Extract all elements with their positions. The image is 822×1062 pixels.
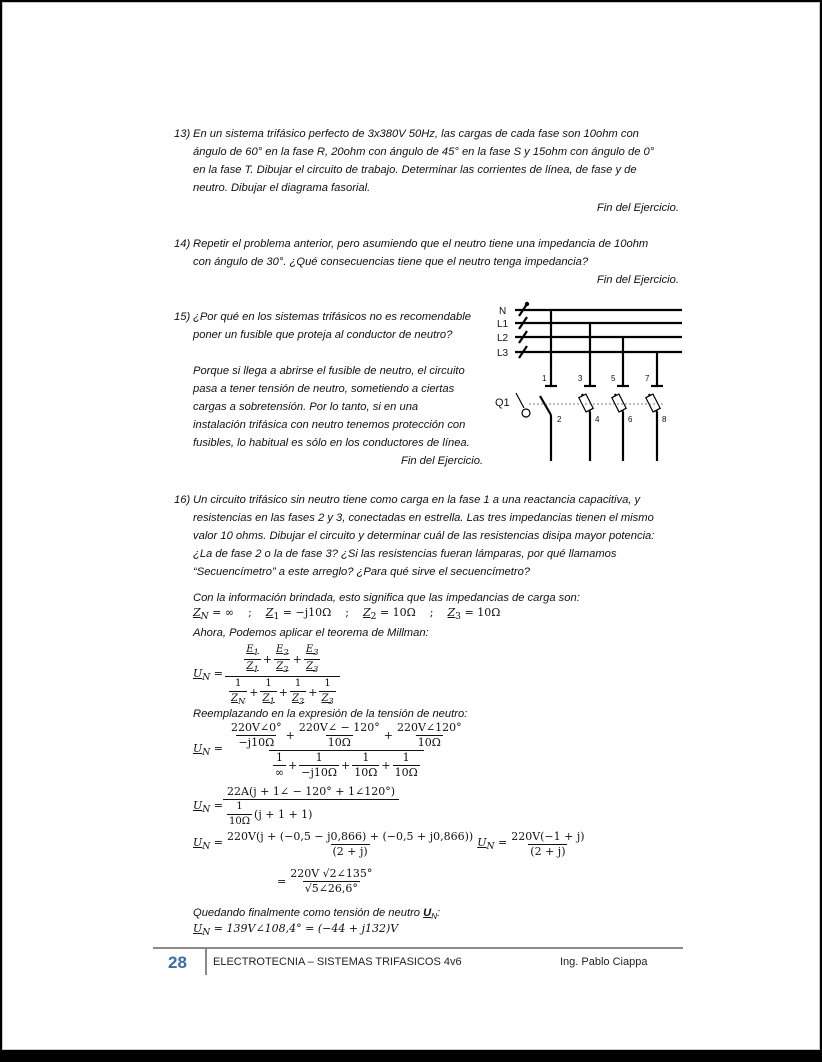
separator: ; [248,606,252,619]
exercise-text-line: neutro. Dibujar el diagrama fasorial. [193,182,371,194]
term-denominator: −j10Ω [238,736,275,749]
millman-intro: Ahora, Podemos aplicar el teorema de Millman: [193,627,429,639]
numerator: 1 [236,801,243,812]
denominator: √5∠26,6° [304,882,358,895]
terminal-label: 5 [611,374,616,383]
exercise-text-line: ángulo de 60° en la fase R, 20ohm con ángulo de 45° en la fase S y 15ohm con ángulo de 0° [193,146,655,158]
page-number: 28 [168,953,187,972]
footer-title: ELECTROTECNIA – SISTEMAS TRIFASICOS 4v6 [213,956,462,968]
footer-divider [153,947,683,949]
exercise-text-line: con ángulo de 30°. ¿Qué consecuencias tiene que el neutro tenga impedancia? [193,256,589,268]
line-label-n: N [499,306,507,317]
exercise-number: 16) [174,494,191,506]
question-line: poner un fusible que proteja al conductor de neutro? [193,329,453,341]
terminal-label: 7 [645,374,650,383]
denominator: 10Ω [229,816,251,827]
terminal-label: 8 [662,415,667,424]
term-denominator: 10Ω [327,736,351,749]
final-intro-text: Quedando finalmente como tensión de neutro [193,907,424,919]
denominator: (2 + j) [530,845,566,858]
denominator-rest: (j + 1 + 1) [254,807,313,821]
fuse-switch-circuit-diagram [489,298,689,468]
exercise-text-line: ¿La de fase 2 o la de fase 3? ¿Si las resistencias fueran lámparas, por qué llamamos [193,548,617,560]
term-denominator: 10Ω [394,766,418,779]
solution-intro: Con la información brindada, esto significa que las impedancias de carga son: [193,592,580,604]
terminal-label: 4 [595,415,600,424]
term-denominator: −j10Ω [301,766,338,779]
separator: ; [345,606,349,619]
exercise-number: 14) [174,238,191,250]
exercise-text-line: “Secuencímetro” a este arreglo? ¿Para qué sirve el secuencímetro? [193,566,531,578]
terminal-label: 3 [578,374,583,383]
simplified-formula: $U_N$ = 22A(j + 1∠ − 120° + 1∠120°) $\frac{1}{10\Omega}$ (j + 1 + 1) [193,785,399,829]
numerator: 220V(j + (−0,5 − j0,866) + (−0,5 + j0,866)) [227,830,474,843]
replace-intro: Reemplazando en la expresión de la tensión de neutro: [193,708,468,720]
numerator: 220V(−1 + j) [511,830,585,843]
denominator: (2 + j) [332,845,368,858]
final-result: $U_N$ = 139V∠108,4° = (−44 + j132)V [193,922,399,939]
line-label-l1: L1 [497,319,509,330]
neutral-voltage-subscript: N [431,912,437,922]
zn-value: = ∞ [212,606,235,619]
neutral-voltage-symbol: U [423,907,432,919]
end-of-exercise: Fin del Ejercicio. [401,455,484,467]
terminal-label: 1 [542,374,547,383]
substituted-formula: $U_N$ = $\frac{220V\angle 0^\circ}{-j10\Omega}$ + $\frac{220V\angle - 120^\circ}{10\Omega}$ + $\frac{220V\angle 120^\circ}{10\Omega}$ $\frac{1}{\infty}$ + $\frac{1}{-j10\Omega}$ + $\frac{1}{10\Omega}$ + $\frac{1}{10\Omega}$ [193,721,462,779]
exercise-text-line: Repetir el problema anterior, pero asumiendo que el neutro tiene una impedancia de 10ohm [193,238,649,250]
circuit-drawing [489,298,689,468]
impedance-values: $Z_N$ = ∞ ; $Z_1 = -j10\Omega$ ; $Z_2 = 10\Omega$ ; $Z_3 = 10\Omega$ [193,606,501,623]
exercise-text-line: en la fase T. Dibujar el circuito de trabajo. Determinar las corrientes de línea, de fase y de [193,164,637,176]
answer-line: cargas a sobretensión. Por lo tanto, si en una [193,401,419,413]
answer-line: Porque si llega a abrirse el fusible de neutro, el circuito [193,365,465,377]
colon: : [437,907,441,919]
term-numerator: 220V∠0° [231,721,282,734]
exercise-number: 13) [174,128,191,140]
answer-line: fusibles, lo habitual es sólo en los conductores de línea. [193,437,470,449]
exercise-text-line: valor 10 ohms. Dibujar el circuito y determinar cuál de las resistencias disipa mayor potencia: [193,530,655,542]
footer-vertical-divider [205,949,207,975]
end-of-exercise: Fin del Ejercicio. [596,202,679,214]
document-page [2,2,820,1050]
end-of-exercise: Fin del Ejercicio. [596,274,679,286]
terminal-label: 2 [557,415,562,424]
z1-value: = −j10Ω [282,606,332,619]
device-label-q1: Q1 [495,397,510,409]
line-label-l3: L3 [497,348,509,359]
polar-formula: = $\frac{220V √2\angle 135^\circ}{√5\angle 26,6^\circ}$ [277,867,373,895]
numerator: 220V √2∠135° [290,867,373,880]
separator: ; [429,606,434,619]
numerator: 22A(j + 1∠ − 120° + 1∠120°) [227,785,396,798]
z2-value: = 10Ω [379,606,416,619]
term-numerator: 220V∠120° [396,721,462,734]
question-line: ¿Por qué en los sistemas trifásicos no es recomendable [193,311,471,323]
z3-value: = 10Ω [464,606,501,619]
answer-line: instalación trifásica con neutro tenemos protección con [193,419,466,431]
exercise-text-line: En un sistema trifásico perfecto de 3x380V 50Hz, las cargas de cada fase son 10ohm con [193,128,639,140]
answer-line: pasa a tener tensión de neutro, sometiendo a ciertas [193,383,455,395]
term-denominator: ∞ [274,766,285,779]
term-numerator: 1 [362,751,370,764]
term-numerator: 1 [275,751,283,764]
millman-formula: $U_N$ = $\frac{E_1}{Z_1}$ + $\frac{E_2}{Z_2}$ + $\frac{E_3}{Z_3}$ $\frac{1}{Z_N}$ + $\frac{1}{Z_1}$ + $\frac{1}{Z_2}$ + $\frac{1}{Z_3}$ [193,643,342,708]
term-numerator: 220V∠ − 120° [298,721,380,734]
terminal-label: 6 [628,415,633,424]
expanded-formula: $U_N$ = $\frac{220V(j + (-0,5 - j0,866) + (-0,5 + j0,866))}{(2 + j)}$ $U_N$ = $\frac{220V(-1 + j)}{(2 + j)}$ [193,830,585,858]
exercise-text-line: Un circuito trifásico sin neutro tiene como carga en la fase 1 a una reactancia capacitiva, y [193,494,641,506]
exercise-text-line: resistencias en las fases 2 y 3, conectadas en estrella. Las tres impedancias tienen el mismo [193,512,654,524]
line-label-l2: L2 [497,333,509,344]
final-result-value: = 139V∠108,4° = (−44 + j132)V [213,922,399,935]
term-numerator: 1 [402,751,410,764]
term-denominator: 10Ω [354,766,378,779]
term-denominator: 10Ω [417,736,441,749]
footer-author: Ing. Pablo Ciappa [560,956,648,968]
exercise-number: 15) [174,311,191,323]
term-numerator: 1 [315,751,323,764]
